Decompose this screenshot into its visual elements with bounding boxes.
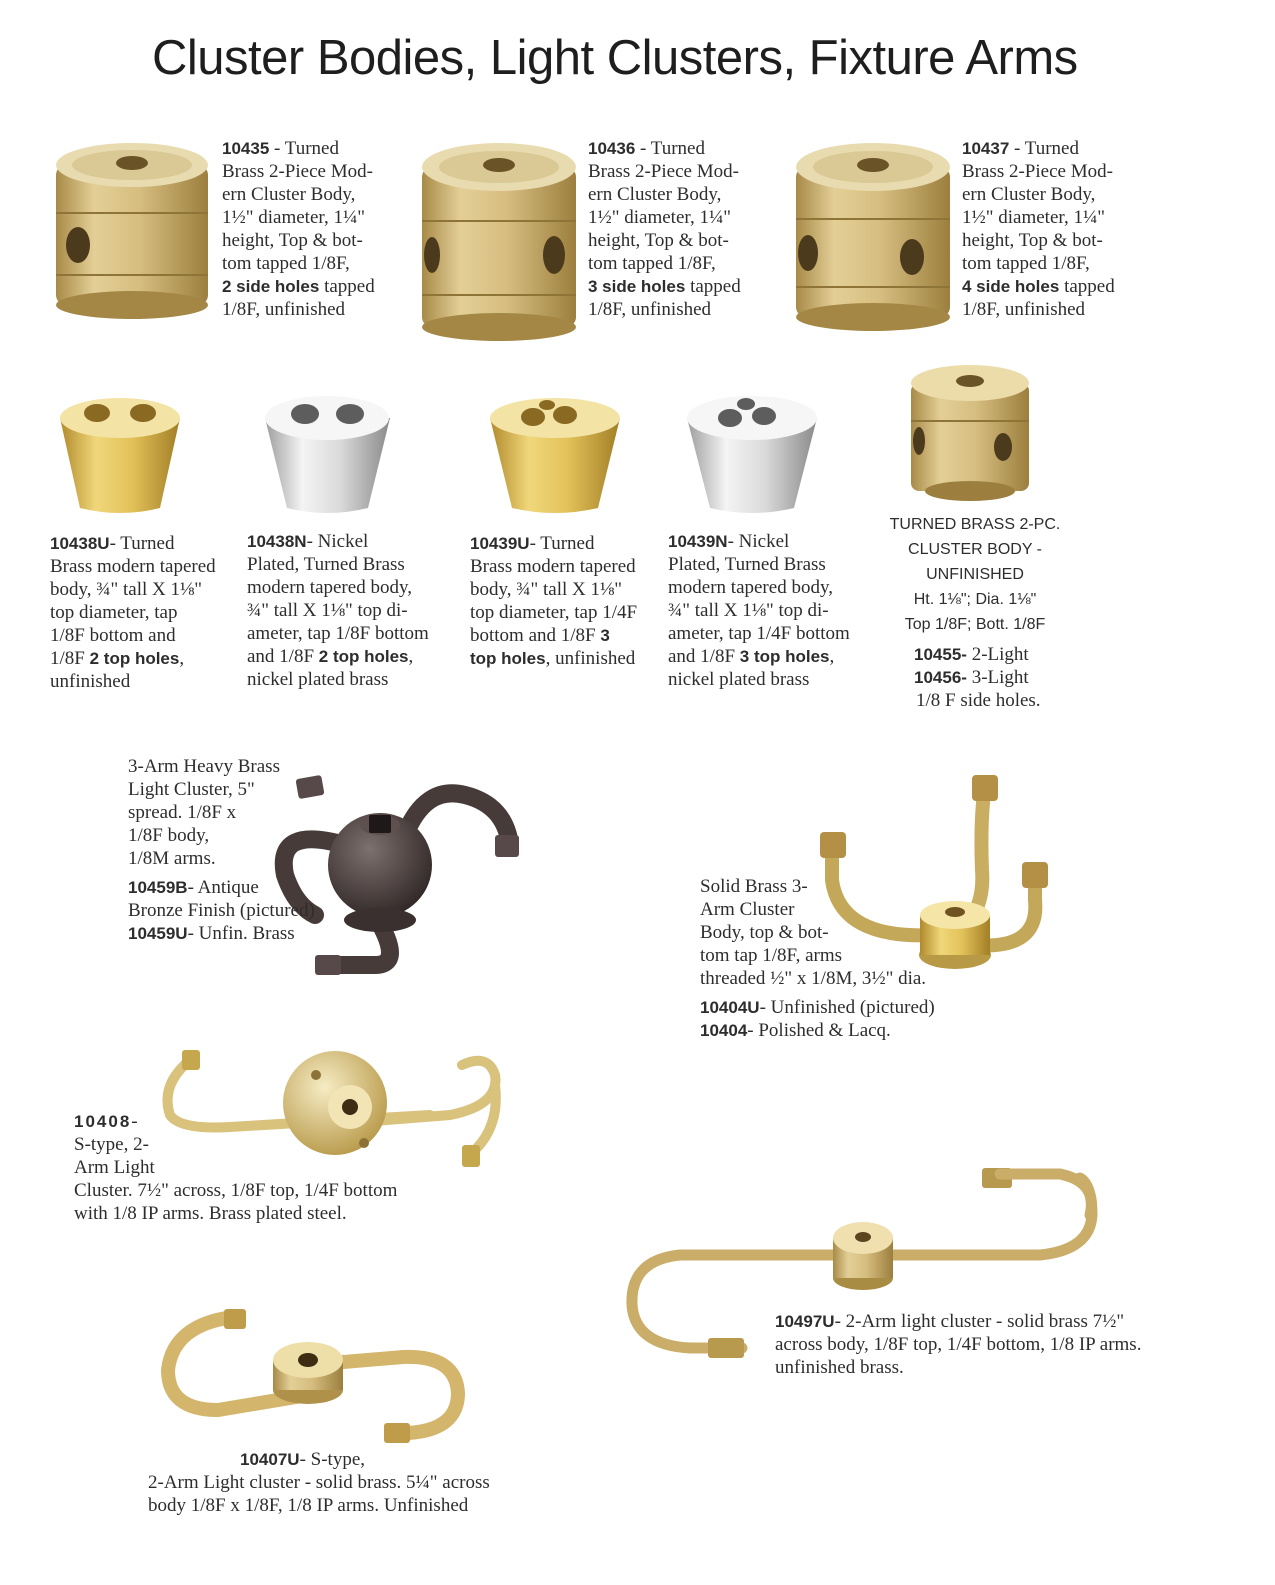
tapered-body-10439N-image bbox=[682, 390, 822, 520]
product-10408-description: 10408- S-type, 2- Arm Light Cluster. 7½" across, 1/8F top, 1/4F bottom with 1/8 IP arms. Brass plated steel. bbox=[74, 1111, 398, 1224]
sku-10455: 10455- bbox=[914, 645, 967, 664]
cluster-body-10437-image bbox=[788, 135, 958, 335]
sku-10459U: 10459U bbox=[128, 924, 188, 943]
cluster-body-10455-image bbox=[905, 355, 1035, 505]
s-type-cluster-10407-image bbox=[158, 1305, 468, 1445]
product-10497-description: 10497U- 2-Arm light cluster - solid brass 7½" across body, 1/8F top, 1/4F bottom, 1/8 IP arms. unfinished brass. bbox=[775, 1311, 1142, 1378]
product-10436-description: 10436 - Turned Brass 2-Piece Mod- ern Cluster Body, 1½" diameter, 1¼" height, Top & bot- tom tapped 1/8F, 3 side holes tapped 1/8F, unfinished bbox=[588, 138, 741, 320]
tapered-body-10439U-image bbox=[485, 393, 625, 518]
product-10435-description: 10435 - Turned Brass 2-Piece Mod- ern Cluster Body, 1½" diameter, 1¼" height, Top & bot- tom tapped 1/8F, 2 side holes tapped 1/8F, unfinished bbox=[222, 138, 375, 320]
product-10407-description: 10407U- S-type, 2-Arm Light cluster - solid brass. 5¼" across body 1/8F x 1/8F, 1/8 IP arms. Unfinished bbox=[148, 1449, 490, 1516]
product-10438N-description: 10438N- Nickel Plated, Turned Brass modern tapered body, ¾" tall X 1⅛" top di- ameter, tap 1/8F bottom and 1/8F 2 top holes, nickel plated brass bbox=[247, 531, 429, 690]
product-10404-description: Solid Brass 3- Arm Cluster Body, top & bot- tom tap 1/8F, arms threaded ½" x 1/8M, 3½" dia. 10404U- Unfinished (pictured) 10404- Polished & Lacq. bbox=[700, 876, 935, 1041]
sku-10439N: 10439N bbox=[668, 532, 728, 551]
sku-10435: 10435 bbox=[222, 139, 270, 158]
sku-10459B: 10459B bbox=[128, 878, 188, 897]
product-10459-description: 3-Arm Heavy Brass Light Cluster, 5" spread. 1/8F x 1/8F body, 1/8M arms. 10459B- Antique Bronze Finish (pictured) 10459U- Unfin. Brass bbox=[128, 756, 315, 944]
sku-10407U: 10407U bbox=[240, 1450, 300, 1469]
sku-10408: 10408 bbox=[74, 1112, 132, 1131]
sku-10436: 10436 bbox=[588, 139, 636, 158]
cluster-body-10435-image bbox=[48, 135, 216, 320]
sku-10438U: 10438U bbox=[50, 534, 110, 553]
sku-10438N: 10438N bbox=[247, 532, 307, 551]
product-10455-skus: 10455- 2-Light 10456- 3-Light 1/8 F side holes. bbox=[914, 644, 1041, 711]
sku-10497U: 10497U bbox=[775, 1312, 835, 1331]
sku-10404U: 10404U bbox=[700, 998, 760, 1017]
tapered-body-10438U-image bbox=[55, 393, 185, 518]
product-10439U-description: 10439U- Turned Brass modern tapered body, ¾" tall X 1⅛" top diameter, tap 1/4F bottom and 1/8F 3 top holes, unfinished bbox=[470, 533, 638, 669]
product-10455-description: TURNED BRASS 2-PC. CLUSTER BODY - UNFINISHED Ht. 1⅛"; Dia. 1⅛" Top 1/8F; Bott. 1/8F bbox=[889, 516, 1061, 633]
product-10439N-description: 10439N- Nickel Plated, Turned Brass modern tapered body, ¾" tall X 1⅛" top di- ameter, tap 1/4F bottom and 1/8F 3 top holes, nickel plated brass bbox=[668, 531, 850, 690]
product-10438U-description: 10438U- Turned Brass modern tapered body, ¾" tall X 1⅛" top diameter, tap 1/8F bottom and 1/8F 2 top holes, unfinished bbox=[50, 533, 216, 692]
page-title: Cluster Bodies, Light Clusters, Fixture Arms bbox=[152, 31, 1078, 85]
sku-10404: 10404 bbox=[700, 1021, 748, 1040]
sku-10456: 10456- bbox=[914, 668, 967, 687]
tapered-body-10438N-image bbox=[260, 390, 395, 520]
cluster-body-10436-image bbox=[414, 135, 584, 345]
product-10437-description: 10437 - Turned Brass 2-Piece Mod- ern Cluster Body, 1½" diameter, 1¼" height, Top & bot- tom tapped 1/8F, 4 side holes tapped 1/8F, unfinished bbox=[962, 138, 1115, 320]
sku-10437: 10437 bbox=[962, 139, 1010, 158]
sku-10439U: 10439U bbox=[470, 534, 530, 553]
